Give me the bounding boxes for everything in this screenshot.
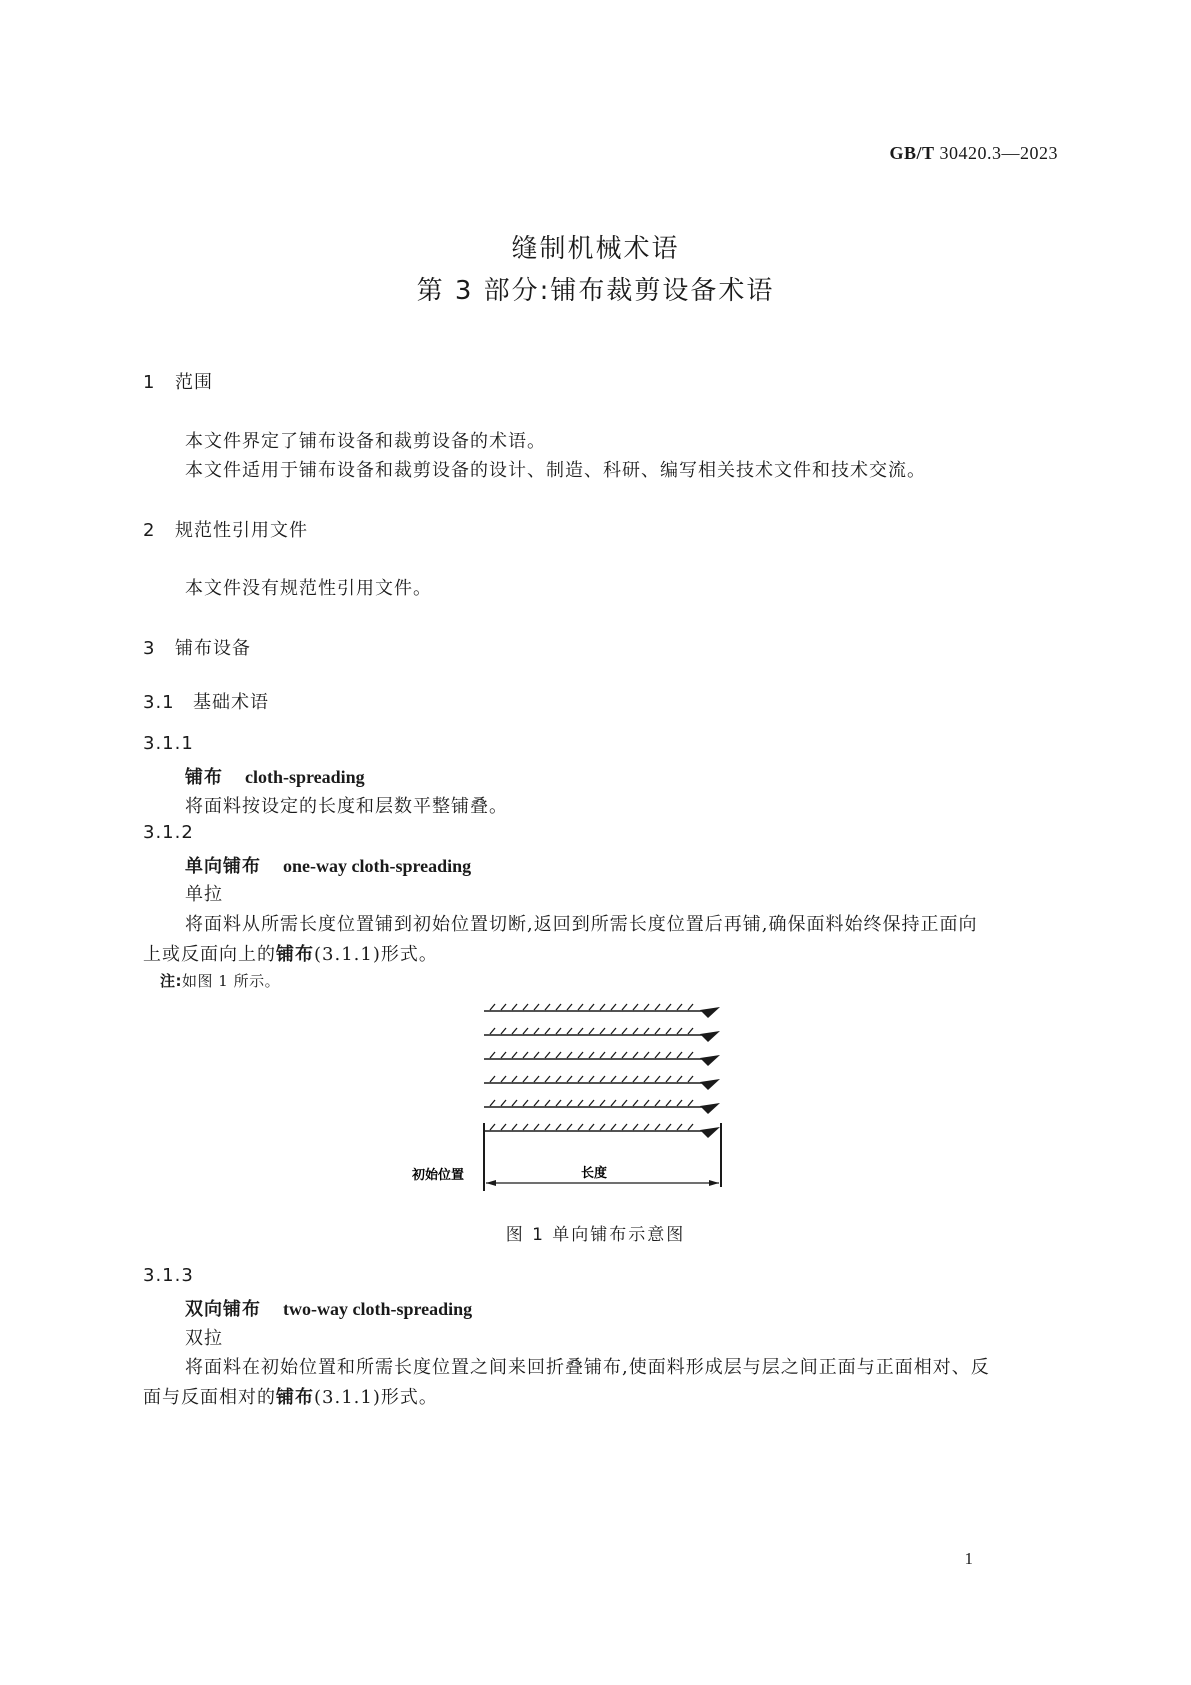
hatch-mark [501, 1004, 506, 1010]
one-way-spreading-diagram [400, 995, 740, 1195]
term-definition-line [143, 1383, 438, 1409]
term-entry [185, 852, 471, 878]
section-title: 铺布设备 [175, 638, 251, 659]
hatch-mark [655, 1076, 660, 1082]
definition-text: 面与反面相对的 [143, 1387, 276, 1408]
hatch-mark [501, 1124, 506, 1130]
hatch-mark [600, 1004, 605, 1010]
hatch-mark [534, 1052, 539, 1058]
term-number: 3.1.3 [143, 1265, 194, 1286]
hatch-mark [688, 1004, 693, 1010]
hatch-mark [578, 1100, 583, 1106]
hatch-mark [567, 1124, 572, 1130]
hatch-mark [534, 1076, 539, 1082]
hatch-mark [655, 1124, 660, 1130]
hatch-mark [677, 1028, 682, 1034]
hatch-mark [600, 1052, 605, 1058]
hatch-mark [622, 1028, 627, 1034]
hatch-mark [490, 1028, 495, 1034]
hatch-mark [490, 1052, 495, 1058]
hatch-mark [578, 1028, 583, 1034]
section-1-heading [143, 368, 213, 394]
layer-arrow [700, 1007, 720, 1018]
layer-arrow [700, 1127, 720, 1138]
hatch-mark [655, 1100, 660, 1106]
hatch-mark [534, 1028, 539, 1034]
hatch-mark [490, 1100, 495, 1106]
hatch-mark [589, 1004, 594, 1010]
fabric-layer [484, 1028, 720, 1042]
hatch-mark [622, 1052, 627, 1058]
hatch-mark [611, 1052, 616, 1058]
label-length: 长度 [581, 1166, 608, 1181]
hatch-mark [523, 1028, 528, 1034]
dimension-arrow-right [709, 1180, 719, 1186]
hatch-mark [611, 1124, 616, 1130]
hatch-mark [666, 1124, 671, 1130]
hatch-mark [501, 1100, 506, 1106]
hatch-mark [655, 1052, 660, 1058]
hatch-mark [622, 1124, 627, 1130]
hatch-mark [589, 1028, 594, 1034]
term-synonym: 单拉 [185, 884, 223, 905]
figure-caption: 图 1 单向铺布示意图 [505, 1225, 686, 1245]
hatch-mark [545, 1052, 550, 1058]
standard-prefix: GB/T [889, 143, 935, 163]
hatch-mark [589, 1052, 594, 1058]
hatch-mark [688, 1124, 693, 1130]
hatch-mark [567, 1028, 572, 1034]
hatch-mark [600, 1028, 605, 1034]
label-start-position: 初始位置 [412, 1168, 465, 1183]
hatch-mark [644, 1124, 649, 1130]
hatch-mark [556, 1124, 561, 1130]
note [160, 970, 280, 991]
section-3-1-heading [143, 688, 269, 714]
hatch-mark [644, 1004, 649, 1010]
hatch-mark [545, 1124, 550, 1130]
hatch-mark [523, 1076, 528, 1082]
term-zh: 单向铺布 [185, 856, 261, 877]
hatch-mark [600, 1124, 605, 1130]
term-zh: 铺布 [185, 767, 223, 788]
fabric-layer [484, 1100, 720, 1114]
term-definition-line: 将面料从所需长度位置铺到初始位置切断,返回到所需长度位置后再铺,确保面料始终保持正面向 [185, 914, 978, 935]
hatch-mark [611, 1028, 616, 1034]
term-en: one-way cloth-spreading [283, 856, 472, 876]
document-subtitle: 第 3 部分:铺布裁剪设备术语 [416, 276, 775, 306]
hatch-mark [578, 1052, 583, 1058]
hatch-mark [589, 1076, 594, 1082]
definition-text: (3.1.1)形式。 [314, 944, 438, 965]
term-synonym: 双拉 [185, 1328, 223, 1349]
fabric-layer [484, 1076, 720, 1090]
hatch-mark [523, 1004, 528, 1010]
section-2-heading [143, 516, 308, 542]
definition-text: (3.1.1)形式。 [314, 1387, 438, 1408]
hatch-mark [545, 1004, 550, 1010]
hatch-mark [490, 1124, 495, 1130]
hatch-mark [688, 1028, 693, 1034]
hatch-mark [622, 1100, 627, 1106]
hatch-mark [633, 1052, 638, 1058]
section-3-heading [143, 634, 251, 660]
layer-arrow [700, 1031, 720, 1042]
layer-arrow [700, 1079, 720, 1090]
paragraph: 本文件没有规范性引用文件。 [185, 578, 432, 599]
layer-arrow [700, 1103, 720, 1114]
hatch-mark [677, 1052, 682, 1058]
term-definition-line: 将面料在初始位置和所需长度位置之间来回折叠铺布,使面料形成层与层之间正面与正面相对、反 [185, 1357, 990, 1378]
term-zh: 双向铺布 [185, 1299, 261, 1320]
term-reference: 铺布 [276, 1387, 314, 1408]
section-number: 1 [143, 372, 156, 393]
hatch-mark [677, 1004, 682, 1010]
term-definition: 将面料按设定的长度和层数平整铺叠。 [185, 796, 508, 817]
hatch-mark [567, 1100, 572, 1106]
hatch-mark [556, 1004, 561, 1010]
hatch-mark [556, 1028, 561, 1034]
hatch-mark [490, 1076, 495, 1082]
hatch-mark [688, 1076, 693, 1082]
hatch-mark [578, 1124, 583, 1130]
term-number: 3.1.1 [143, 733, 194, 754]
hatch-mark [633, 1100, 638, 1106]
hatch-mark [512, 1100, 517, 1106]
hatch-mark [567, 1004, 572, 1010]
hatch-mark [611, 1004, 616, 1010]
hatch-mark [512, 1052, 517, 1058]
hatch-mark [644, 1052, 649, 1058]
hatch-mark [688, 1052, 693, 1058]
hatch-mark [545, 1028, 550, 1034]
hatch-mark [567, 1052, 572, 1058]
standard-number [889, 143, 1058, 164]
hatch-mark [633, 1076, 638, 1082]
dimension-arrow-left [486, 1180, 496, 1186]
hatch-mark [567, 1076, 572, 1082]
hatch-mark [556, 1100, 561, 1106]
hatch-mark [501, 1052, 506, 1058]
hatch-mark [666, 1028, 671, 1034]
hatch-mark [512, 1028, 517, 1034]
standard-code: 30420.3—2023 [939, 143, 1058, 163]
hatch-mark [633, 1124, 638, 1130]
note-text: 如图 1 所示。 [182, 972, 281, 990]
section-number: 3.1 [143, 692, 175, 713]
hatch-mark [545, 1076, 550, 1082]
hatch-mark [490, 1004, 495, 1010]
definition-text: 上或反面向上的 [143, 944, 276, 965]
hatch-mark [578, 1004, 583, 1010]
hatch-mark [523, 1124, 528, 1130]
hatch-mark [578, 1076, 583, 1082]
hatch-mark [688, 1100, 693, 1106]
hatch-mark [644, 1076, 649, 1082]
hatch-mark [512, 1076, 517, 1082]
fabric-layer [484, 1052, 720, 1066]
term-number: 3.1.2 [143, 822, 194, 843]
hatch-mark [677, 1076, 682, 1082]
hatch-mark [633, 1028, 638, 1034]
hatch-mark [644, 1100, 649, 1106]
page-number: 1 [964, 1549, 973, 1568]
hatch-mark [589, 1124, 594, 1130]
term-en: cloth-spreading [245, 767, 365, 787]
paragraph: 本文件适用于铺布设备和裁剪设备的设计、制造、科研、编写相关技术文件和技术交流。 [185, 460, 926, 481]
hatch-mark [666, 1076, 671, 1082]
term-definition-line [143, 940, 438, 966]
hatch-mark [589, 1100, 594, 1106]
hatch-mark [556, 1052, 561, 1058]
hatch-mark [611, 1076, 616, 1082]
hatch-mark [534, 1100, 539, 1106]
term-en: two-way cloth-spreading [283, 1299, 473, 1319]
hatch-mark [512, 1124, 517, 1130]
hatch-mark [523, 1052, 528, 1058]
term-reference: 铺布 [276, 944, 314, 965]
hatch-mark [611, 1100, 616, 1106]
hatch-mark [501, 1028, 506, 1034]
hatch-mark [666, 1100, 671, 1106]
fabric-layers [484, 1004, 720, 1138]
hatch-mark [622, 1076, 627, 1082]
fabric-layer [484, 1124, 720, 1138]
section-number: 3 [143, 638, 156, 659]
term-entry [185, 763, 365, 789]
hatch-mark [633, 1004, 638, 1010]
hatch-mark [545, 1100, 550, 1106]
paragraph: 本文件界定了铺布设备和裁剪设备的术语。 [185, 431, 546, 452]
hatch-mark [501, 1076, 506, 1082]
section-title: 基础术语 [193, 692, 269, 713]
section-title: 范围 [175, 372, 213, 393]
hatch-mark [556, 1076, 561, 1082]
hatch-mark [600, 1076, 605, 1082]
hatch-mark [534, 1004, 539, 1010]
hatch-mark [677, 1124, 682, 1130]
note-label: 注: [160, 972, 182, 990]
hatch-mark [600, 1100, 605, 1106]
hatch-mark [622, 1004, 627, 1010]
section-title: 规范性引用文件 [175, 520, 308, 541]
hatch-mark [677, 1100, 682, 1106]
hatch-mark [655, 1028, 660, 1034]
fabric-layer [484, 1004, 720, 1018]
hatch-mark [523, 1100, 528, 1106]
hatch-mark [534, 1124, 539, 1130]
hatch-mark [666, 1052, 671, 1058]
hatch-mark [512, 1004, 517, 1010]
layer-arrow [700, 1055, 720, 1066]
document-title: 缝制机械术语 [511, 234, 680, 264]
hatch-mark [666, 1004, 671, 1010]
section-number: 2 [143, 520, 156, 541]
hatch-mark [655, 1004, 660, 1010]
hatch-mark [644, 1028, 649, 1034]
term-entry [185, 1295, 472, 1321]
